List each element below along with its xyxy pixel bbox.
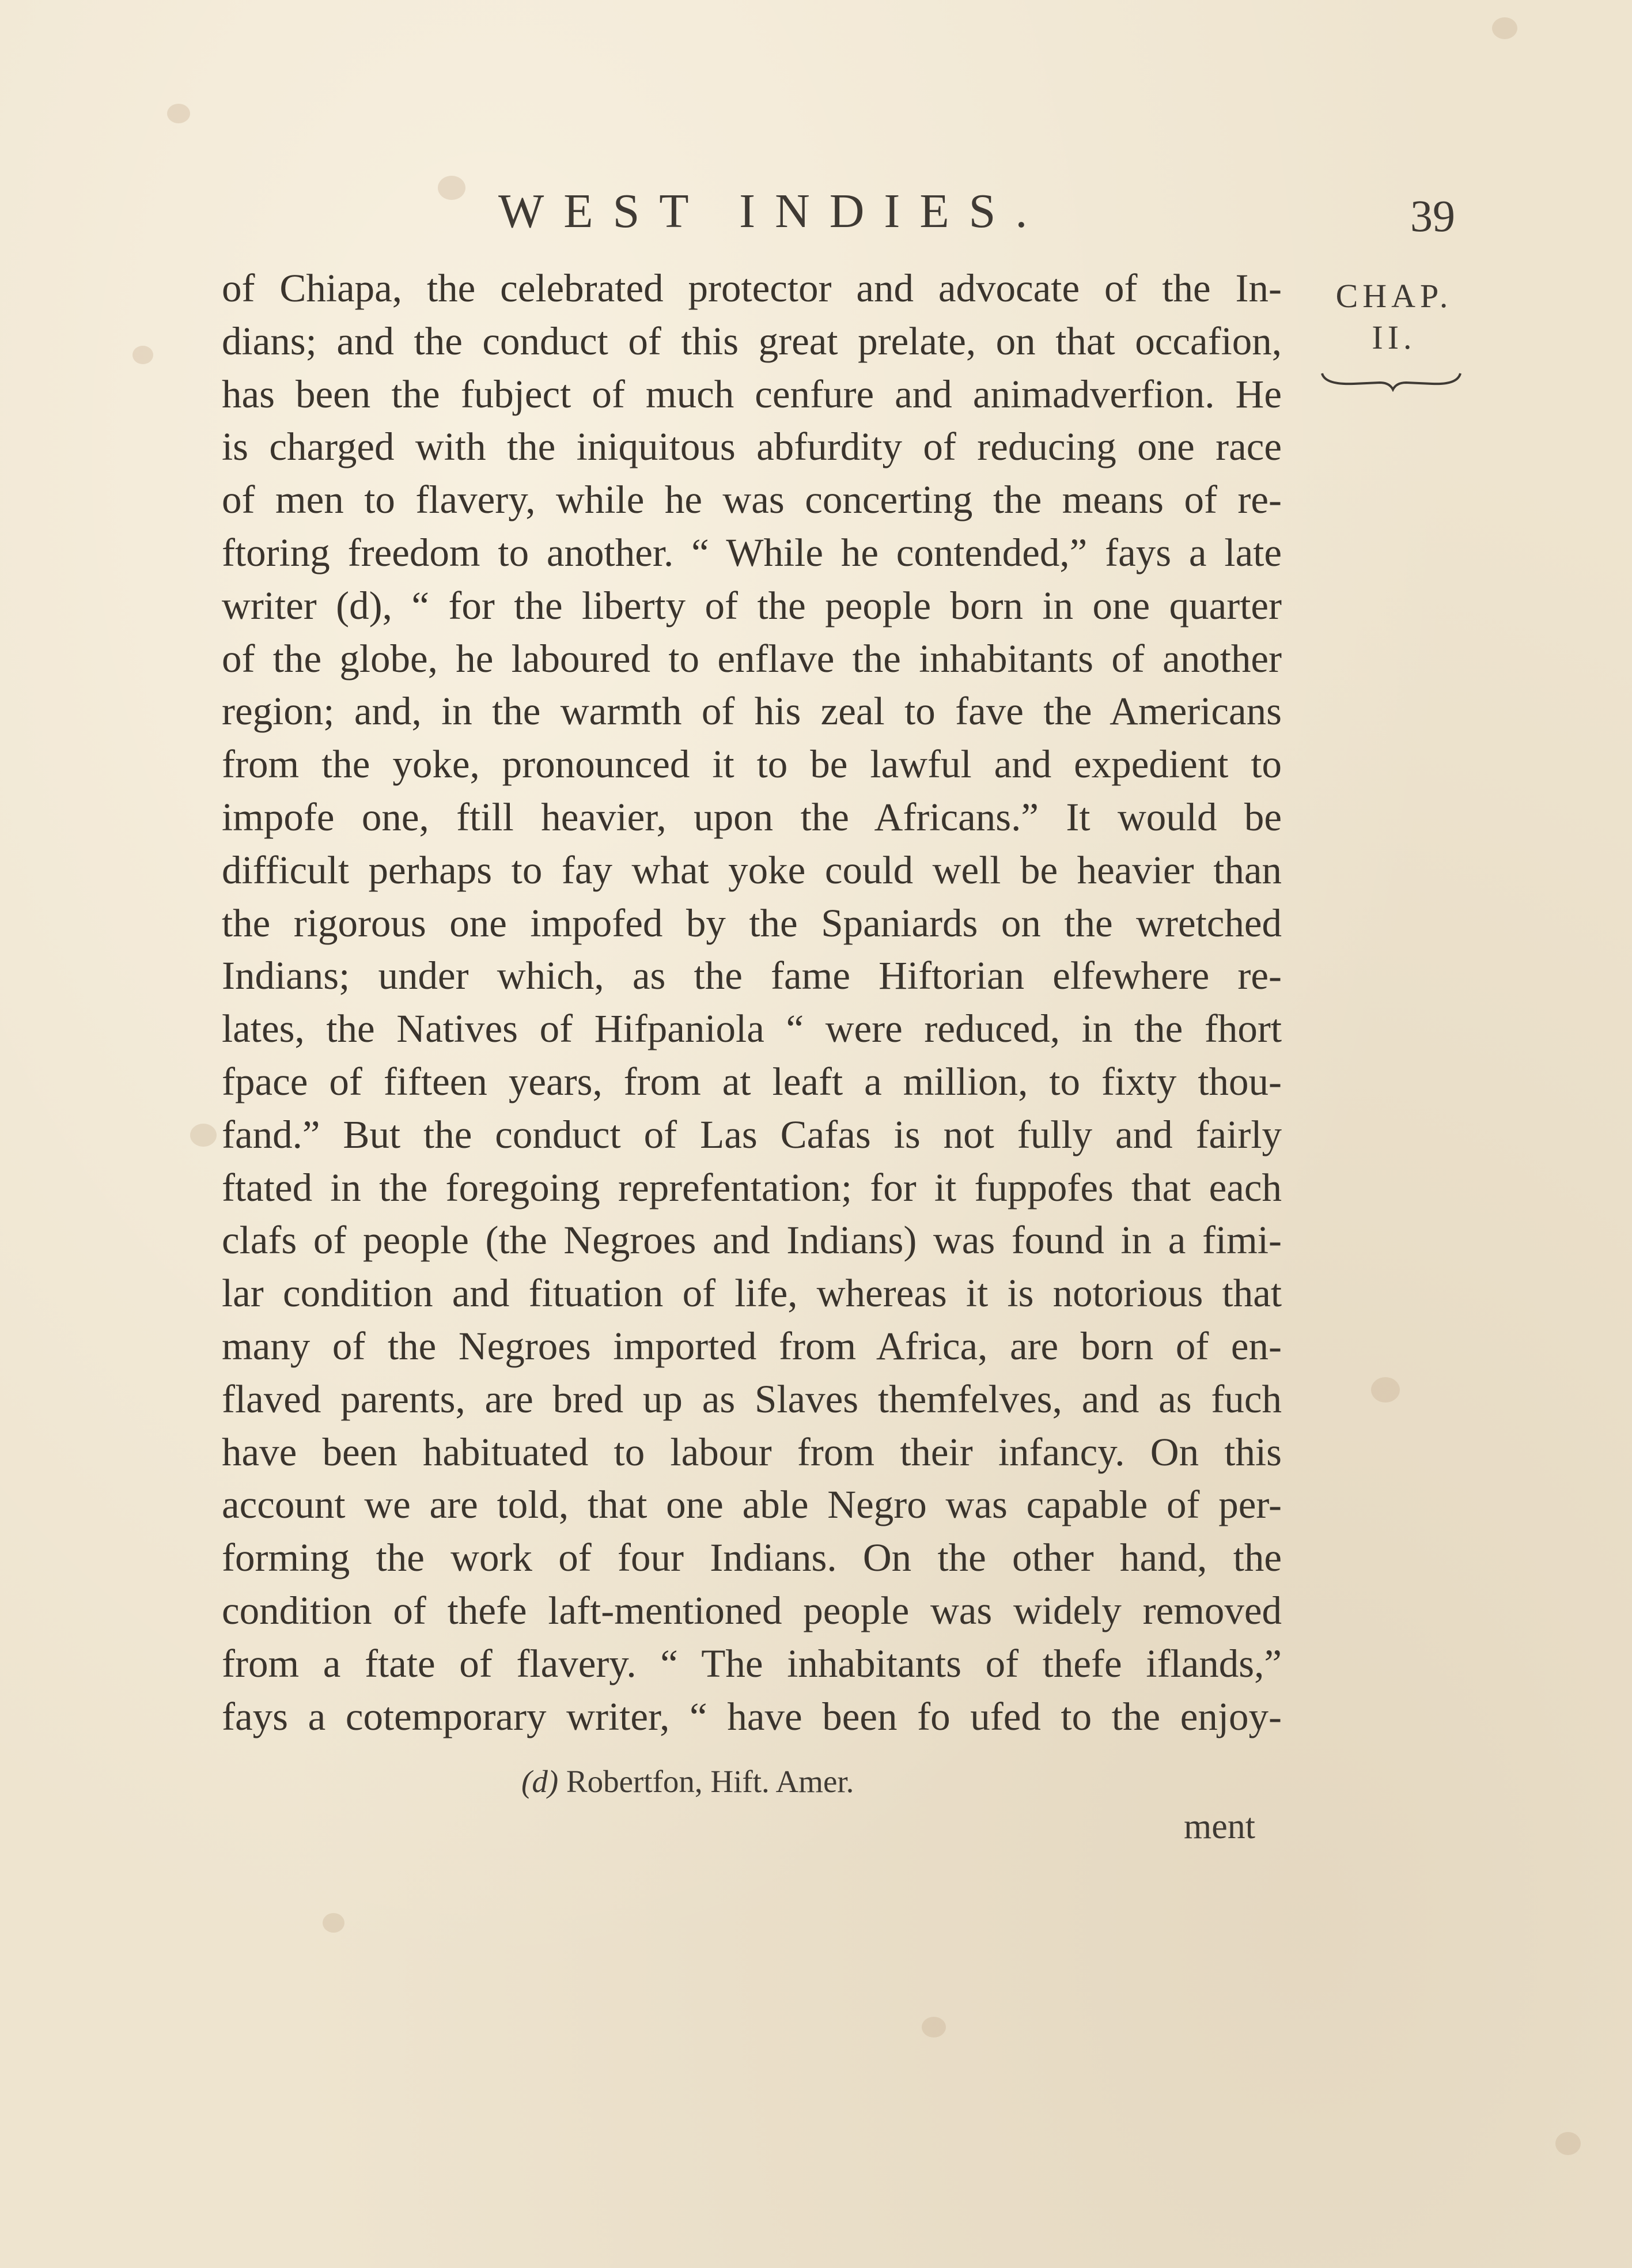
text-line: condition of thefe laft-mentioned people was widely removed [222, 1588, 1282, 1632]
text-line: many of the Negroes imported from Africa, are born of en- [222, 1324, 1282, 1368]
body-text [222, 262, 1282, 1743]
foxing-spot [323, 1913, 344, 1933]
foxing-spot [1492, 17, 1517, 39]
text-line: lates, the Natives of Hifpaniola “ were reduced, in the fhort [222, 1007, 1282, 1051]
margin-bracket-icon [1319, 369, 1463, 392]
text-line: difficult perhaps to fay what yoke could well be heavier than [222, 848, 1282, 892]
footnote-mark: (d) [521, 1764, 559, 1799]
foxing-spot [1371, 1377, 1400, 1403]
footnote-text: Robertfon, Hift. Amer. [566, 1764, 854, 1799]
text-line: Indians; under which, as the fame Hiftorian elfewhere re- [222, 954, 1282, 998]
foxing-spot [190, 1124, 217, 1147]
text-line: flaved parents, are bred up as Slaves themfelves, and as fuch [222, 1377, 1282, 1421]
text-line: has been the fubject of much cenfure and animadverfion. He [222, 372, 1282, 416]
text-line: ftated in the foregoing reprefentation; for it fuppofes that each [222, 1165, 1282, 1209]
chapter-number: II. [1372, 319, 1417, 356]
text-line: the rigorous one impofed by the Spaniards on the wretched [222, 901, 1282, 945]
foxing-spot [922, 2017, 946, 2038]
text-line: writer (d), “ for the liberty of the people born in one quarter [222, 583, 1282, 628]
footnote [521, 1763, 854, 1800]
text-line: fays a cotemporary writer, “ have been fo ufed to the enjoy- [222, 1694, 1282, 1738]
text-line: account we are told, that one able Negro was capable of per- [222, 1483, 1282, 1527]
text-line: have been habituated to labour from their infancy. On this [222, 1430, 1282, 1474]
text-line: forming the work of four Indians. On the other hand, the [222, 1536, 1282, 1580]
text-line: of men to flavery, while he was concerting the means of re- [222, 478, 1282, 522]
text-line: from the yoke, pronounced it to be lawful and expedient to [222, 742, 1282, 787]
text-line: impofe one, ftill heavier, upon the Africans.” It would be [222, 795, 1282, 839]
text-line: of Chiapa, the celebrated protector and advocate of the In- [222, 266, 1282, 310]
page-number: 39 [1410, 191, 1455, 241]
chapter-label: CHAP. [1335, 277, 1453, 315]
foxing-spot [132, 346, 153, 364]
text-line: ftoring freedom to another. “ While he contended,” fays a late [222, 530, 1282, 574]
text-line: is charged with the iniquitous abfurdity of reducing one race [222, 425, 1282, 469]
catchword: ment [1184, 1807, 1255, 1846]
text-line: clafs of people (the Negroes and Indians) was found in a fimi- [222, 1218, 1282, 1262]
foxing-spot [167, 104, 190, 123]
running-head: WEST INDIES. [498, 184, 1047, 238]
text-line: fand.” But the conduct of Las Cafas is not fully and fairly [222, 1112, 1282, 1156]
text-line: fpace of fifteen years, from at leaft a million, to fixty thou- [222, 1059, 1282, 1103]
text-line: from a ftate of flavery. “ The inhabitants of thefe iflands,” [222, 1641, 1282, 1685]
text-line: of the globe, he laboured to enflave the inhabitants of another [222, 636, 1282, 681]
text-line: dians; and the conduct of this great prelate, on that occafion, [222, 319, 1282, 363]
foxing-spot [438, 176, 465, 200]
foxing-spot [1555, 2132, 1581, 2155]
text-line: lar condition and fituation of life, whereas it is notorious that [222, 1271, 1282, 1316]
margin-note [1322, 275, 1466, 358]
text-line: region; and, in the warmth of his zeal to fave the Americans [222, 689, 1282, 734]
